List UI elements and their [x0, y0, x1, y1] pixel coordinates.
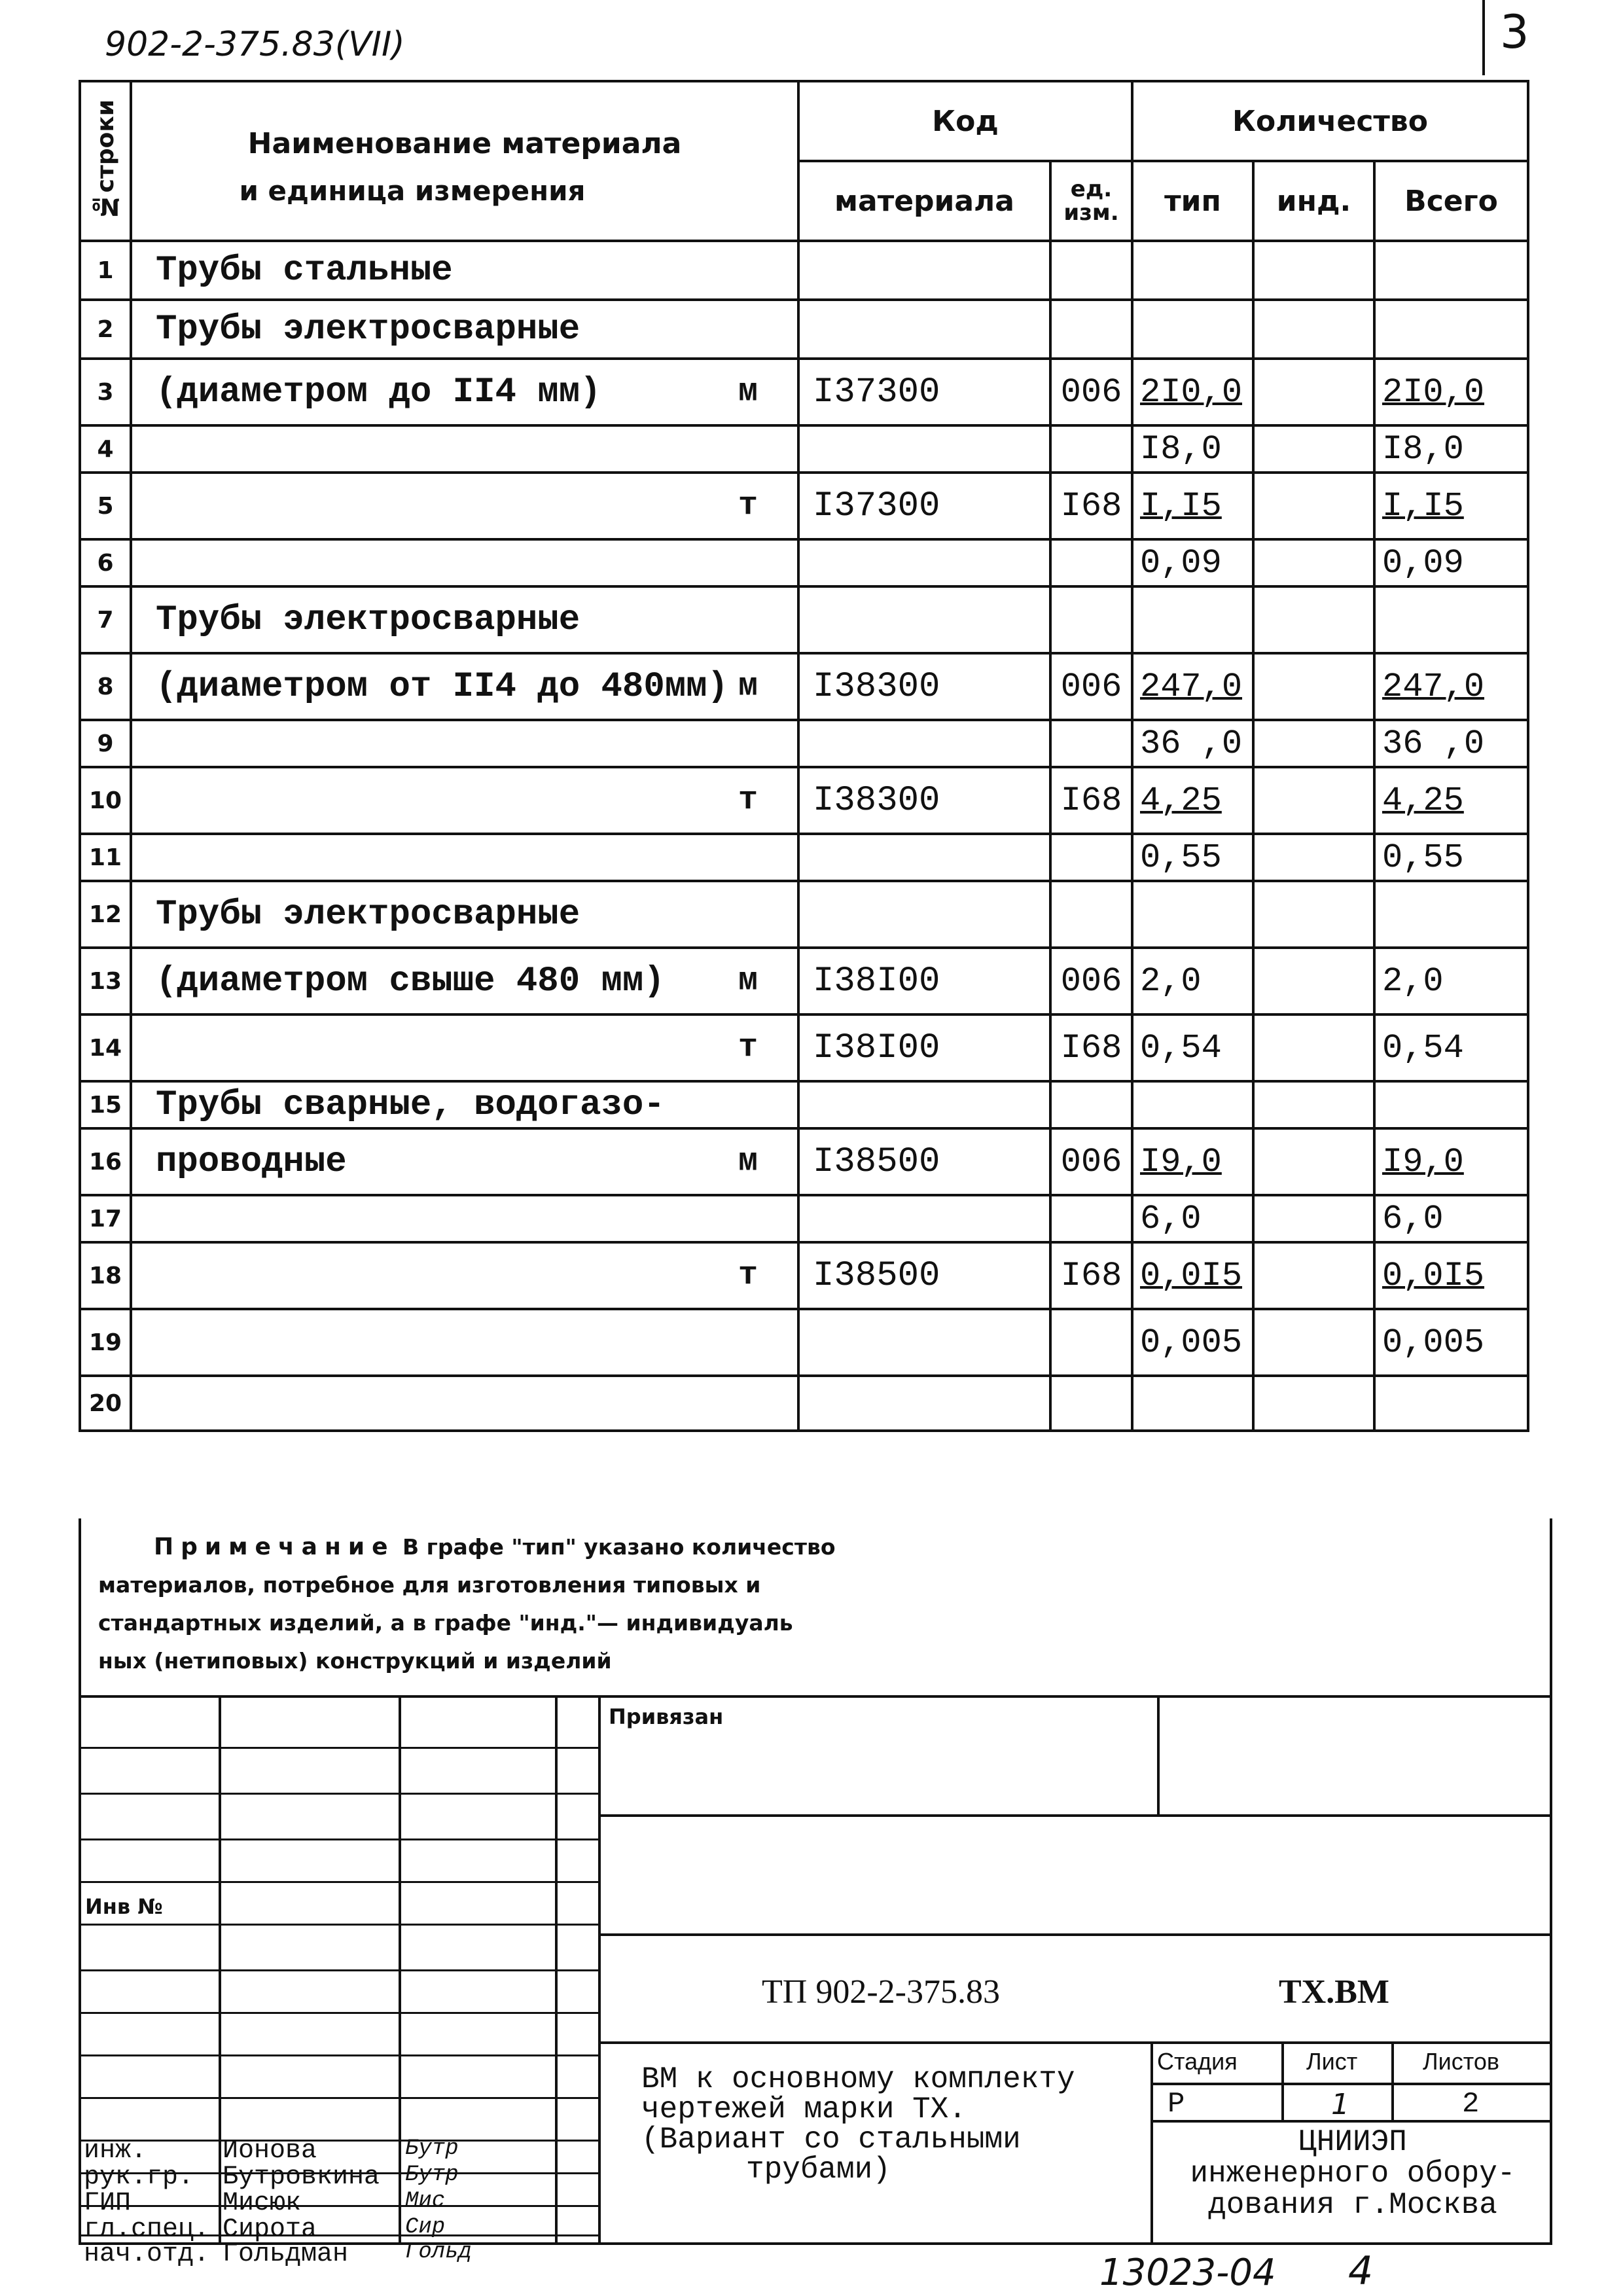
row-name-text: (диаметром от II4 до 480мм): [156, 666, 728, 707]
table-row: [80, 834, 1528, 881]
row-qty-total: [1374, 473, 1528, 539]
row-number: [80, 1242, 131, 1309]
row-qty-type: [1132, 834, 1253, 881]
row-qty-type-text: 2I0,0: [1140, 372, 1243, 412]
row-qty-ind: [1253, 1242, 1374, 1309]
table-row: [80, 1081, 1528, 1128]
row-qty-ind: [1253, 720, 1374, 767]
table-row: [80, 881, 1528, 948]
row-name: [131, 586, 798, 653]
row-qty-type-text: 0,0I5: [1140, 1256, 1243, 1295]
row-number-text: 10: [88, 787, 122, 814]
row-qty-total-text: 36 ,0: [1382, 724, 1485, 763]
row-qty-type: [1132, 720, 1253, 767]
row-number-text: 8: [97, 673, 114, 700]
row-qty-type-text: 0,55: [1140, 838, 1222, 877]
row-qty-total: [1374, 1081, 1528, 1128]
row-number-text: 18: [88, 1262, 122, 1289]
row-code: [798, 881, 1050, 948]
row-unit-letter: т: [738, 1257, 758, 1295]
table-row: [80, 1376, 1528, 1431]
row-code: [798, 1128, 1050, 1195]
org-line-1: ЦНИИЭП: [1298, 2125, 1407, 2159]
row-unit: [1050, 1014, 1132, 1081]
description-line-2: чертежей марки ТХ.: [641, 2092, 967, 2126]
row-unit: [1050, 359, 1132, 425]
row-qty-total: [1374, 1376, 1528, 1431]
row-qty-total: [1374, 359, 1528, 425]
row-number-text: 14: [88, 1034, 122, 1062]
signer-role: рук.гр.: [84, 2162, 194, 2192]
row-qty-total: [1374, 653, 1528, 720]
row-number: [80, 720, 131, 767]
row-qty-type: [1132, 653, 1253, 720]
row-number: [80, 473, 131, 539]
row-qty-total: [1374, 1014, 1528, 1081]
row-qty-total: [1374, 241, 1528, 300]
sheets-value: 2: [1462, 2088, 1480, 2121]
row-code: [798, 1014, 1050, 1081]
row-qty-total: [1374, 539, 1528, 586]
signer-name: Ионова: [223, 2136, 317, 2166]
description-line-1: ВМ к основному комплекту: [641, 2062, 1075, 2096]
table-row: [80, 1014, 1528, 1081]
row-number-text: 1: [97, 257, 114, 284]
row-qty-type: [1132, 1081, 1253, 1128]
row-qty-total-text: 2,0: [1382, 961, 1444, 1001]
row-qty-total-text: I9,0: [1382, 1142, 1464, 1181]
row-qty-ind: [1253, 948, 1374, 1014]
org-line-2: инженерного обору-: [1190, 2157, 1516, 2191]
project-code: ТП 902-2-375.83: [762, 1973, 1000, 2011]
row-name: [131, 720, 798, 767]
row-number-text: 3: [97, 378, 114, 406]
row-number-text: 2: [97, 315, 114, 343]
title-block: [79, 1695, 1552, 2269]
row-code: [798, 300, 1050, 359]
row-number-text: 13: [88, 967, 122, 995]
row-name: [131, 300, 798, 359]
row-code-text: I38500: [813, 1141, 940, 1182]
signer-name: Сирота: [223, 2215, 317, 2244]
row-qty-ind: [1253, 300, 1374, 359]
row-qty-type: [1132, 1128, 1253, 1195]
table-row: [80, 425, 1528, 473]
row-unit-letter: т: [738, 1029, 758, 1067]
row-qty-ind: [1253, 1081, 1374, 1128]
row-number-text: 20: [88, 1390, 122, 1417]
row-name: [131, 881, 798, 948]
privyazan-label: Привязан: [609, 1704, 724, 1729]
table-row: [80, 300, 1528, 359]
row-code-text: I38500: [813, 1255, 940, 1296]
row-qty-type-text: 0,54: [1140, 1028, 1222, 1067]
row-name: [131, 473, 798, 539]
row-number: [80, 586, 131, 653]
row-qty-type-text: I9,0: [1140, 1142, 1222, 1181]
header-row-no: №строки: [80, 81, 131, 241]
row-unit: [1050, 1376, 1132, 1431]
row-qty-total-text: 247,0: [1382, 667, 1485, 706]
row-qty-type: [1132, 539, 1253, 586]
row-qty-total: [1374, 1242, 1528, 1309]
row-qty-type: [1132, 881, 1253, 948]
row-code: [798, 1376, 1050, 1431]
stage-label: Стадия: [1157, 2048, 1238, 2075]
row-qty-ind: [1253, 359, 1374, 425]
row-name: [131, 425, 798, 473]
row-number: [80, 834, 131, 881]
signer-role: гл.спец.: [84, 2215, 210, 2244]
signer-role: ГИП: [84, 2189, 132, 2218]
row-code: [798, 425, 1050, 473]
row-qty-ind: [1253, 539, 1374, 586]
description-line-3: (Вариант со стальными: [641, 2123, 1021, 2157]
row-qty-type-text: 2,0: [1140, 961, 1202, 1001]
row-qty-ind: [1253, 586, 1374, 653]
note-line4: ных (нетиповых) конструкций и изделий: [98, 1648, 612, 1674]
row-unit-text: I68: [1060, 486, 1122, 526]
row-code: [798, 720, 1050, 767]
row-name-text: Трубы электросварные: [156, 894, 580, 935]
row-qty-type-text: I8,0: [1140, 429, 1222, 469]
row-number: [80, 1309, 131, 1376]
row-qty-total: [1374, 881, 1528, 948]
signature: Сир: [405, 2215, 446, 2240]
table-row: [80, 1195, 1528, 1242]
row-number: [80, 881, 131, 948]
row-unit-text: I68: [1060, 1256, 1122, 1295]
row-code: [798, 1242, 1050, 1309]
signer-name: Бутровкина: [223, 2162, 380, 2192]
row-qty-ind: [1253, 1376, 1374, 1431]
note-line2: материалов, потребное для изготовления типовых и: [98, 1572, 761, 1598]
signature: Мис: [405, 2189, 446, 2214]
row-code: [798, 1081, 1050, 1128]
sheet-label: Лист: [1306, 2048, 1358, 2075]
table-row: [80, 767, 1528, 834]
row-unit: [1050, 473, 1132, 539]
table-row: [80, 359, 1528, 425]
row-number-text: 16: [88, 1148, 122, 1175]
row-name-text: (диаметром свыше 480 мм): [156, 961, 665, 1001]
row-number: [80, 1376, 131, 1431]
table-row: [80, 241, 1528, 300]
stage-value: Р: [1168, 2088, 1185, 2121]
row-unit: [1050, 881, 1132, 948]
row-unit-letter: м: [738, 668, 758, 706]
row-qty-total: [1374, 767, 1528, 834]
table-row: [80, 720, 1528, 767]
footer-code: 13023-04: [1099, 2251, 1276, 2294]
row-qty-total: [1374, 1309, 1528, 1376]
inv-no-label: Инв №: [85, 1894, 163, 1919]
row-qty-ind: [1253, 881, 1374, 948]
description-line-4: трубами): [746, 2153, 891, 2187]
row-number: [80, 1195, 131, 1242]
row-qty-type-text: 4,25: [1140, 781, 1222, 820]
row-number: [80, 300, 131, 359]
row-unit-letter: т: [738, 781, 758, 819]
row-qty-ind: [1253, 1195, 1374, 1242]
row-unit: [1050, 539, 1132, 586]
row-unit: [1050, 300, 1132, 359]
header-code-unit: ед. изм.: [1050, 161, 1132, 241]
row-code-text: I37300: [813, 486, 940, 526]
row-unit-letter: т: [738, 487, 758, 525]
row-unit: [1050, 1195, 1132, 1242]
row-number: [80, 653, 131, 720]
note-line1: В графе "тип" указано количество: [402, 1534, 836, 1560]
table-row: [80, 653, 1528, 720]
row-code: [798, 653, 1050, 720]
row-number: [80, 1081, 131, 1128]
page-number-divider: [1482, 0, 1485, 75]
row-qty-total: [1374, 586, 1528, 653]
row-qty-type-text: 6,0: [1140, 1199, 1202, 1238]
row-name-text: Трубы электросварные: [156, 309, 580, 350]
row-unit: [1050, 948, 1132, 1014]
row-number-text: 6: [97, 549, 114, 577]
row-qty-ind: [1253, 473, 1374, 539]
row-qty-type: [1132, 473, 1253, 539]
header-name: Наименование материала и единица измерения: [131, 81, 798, 241]
row-name: [131, 539, 798, 586]
sheets-label: Листов: [1423, 2048, 1499, 2075]
row-unit: [1050, 425, 1132, 473]
row-qty-ind: [1253, 1128, 1374, 1195]
row-unit-text: 006: [1060, 372, 1122, 412]
row-qty-total: [1374, 425, 1528, 473]
row-qty-total-text: 0,55: [1382, 838, 1464, 877]
row-qty-total: [1374, 720, 1528, 767]
row-unit: [1050, 241, 1132, 300]
header-code: Код: [798, 81, 1132, 161]
row-qty-total: [1374, 1195, 1528, 1242]
row-code: [798, 586, 1050, 653]
row-unit: [1050, 720, 1132, 767]
signature: Бутр: [405, 2136, 459, 2161]
table-row: [80, 948, 1528, 1014]
row-qty-total-text: 0,54: [1382, 1028, 1464, 1067]
row-name: [131, 359, 798, 425]
row-number-text: 15: [88, 1091, 122, 1119]
row-qty-ind: [1253, 241, 1374, 300]
signer-name: Гольдман: [223, 2240, 349, 2269]
row-unit-text: 006: [1060, 1142, 1122, 1181]
row-number-text: 4: [97, 435, 114, 463]
row-unit: [1050, 586, 1132, 653]
row-number: [80, 1014, 131, 1081]
row-name: [131, 767, 798, 834]
table-row: [80, 586, 1528, 653]
note-line3: стандартных изделий, а в графе "инд."— индивидуаль: [98, 1610, 793, 1636]
header-q-type: тип: [1132, 161, 1253, 241]
row-unit: [1050, 1128, 1132, 1195]
row-code-text: I38300: [813, 666, 940, 707]
row-qty-ind: [1253, 767, 1374, 834]
row-name-text: Трубы стальные: [156, 250, 453, 291]
signer-role: инж.: [84, 2136, 147, 2166]
row-qty-type: [1132, 1014, 1253, 1081]
row-name: [131, 1376, 798, 1431]
row-qty-type: [1132, 300, 1253, 359]
row-qty-total-text: 0,0I5: [1382, 1256, 1485, 1295]
row-name: [131, 1128, 798, 1195]
row-unit: [1050, 834, 1132, 881]
row-code: [798, 473, 1050, 539]
header-quantity: Количество: [1132, 81, 1528, 161]
row-qty-total: [1374, 300, 1528, 359]
row-name: [131, 1195, 798, 1242]
row-code: [798, 1309, 1050, 1376]
row-number: [80, 948, 131, 1014]
row-number: [80, 425, 131, 473]
materials-table: [79, 80, 1529, 1432]
header-code-material: материала: [798, 161, 1050, 241]
row-number: [80, 241, 131, 300]
row-name-text: (диаметром до II4 мм): [156, 372, 601, 412]
row-unit-text: 006: [1060, 667, 1122, 706]
row-qty-type: [1132, 767, 1253, 834]
row-qty-ind: [1253, 653, 1374, 720]
row-qty-type-text: 247,0: [1140, 667, 1243, 706]
row-qty-ind: [1253, 1309, 1374, 1376]
note-frame-left: [79, 1518, 81, 1696]
row-code-text: I38I00: [813, 961, 940, 1001]
row-number: [80, 767, 131, 834]
table-row: [80, 539, 1528, 586]
row-qty-ind: [1253, 834, 1374, 881]
row-name: [131, 1081, 798, 1128]
footer-page: 4: [1348, 2248, 1374, 2294]
row-qty-total: [1374, 1128, 1528, 1195]
row-number-text: 7: [97, 606, 114, 634]
row-qty-type-text: 36 ,0: [1140, 724, 1243, 763]
row-name: [131, 948, 798, 1014]
row-unit-letter: м: [738, 962, 758, 1000]
row-qty-total-text: I8,0: [1382, 429, 1464, 469]
row-qty-type: [1132, 359, 1253, 425]
row-number-text: 5: [97, 492, 114, 520]
row-qty-type: [1132, 1309, 1253, 1376]
row-unit-letter: м: [738, 373, 758, 411]
row-qty-type: [1132, 948, 1253, 1014]
row-name: [131, 834, 798, 881]
description: [641, 2064, 1075, 2185]
row-code: [798, 1195, 1050, 1242]
row-qty-total: [1374, 948, 1528, 1014]
row-number-text: 9: [97, 730, 114, 757]
row-qty-type: [1132, 586, 1253, 653]
row-qty-total: [1374, 834, 1528, 881]
org-line-3: дования г.Москва: [1208, 2188, 1497, 2222]
row-name: [131, 1242, 798, 1309]
row-code: [798, 948, 1050, 1014]
table-row: [80, 1242, 1528, 1309]
signature: Гольд: [405, 2240, 473, 2265]
row-unit: [1050, 1242, 1132, 1309]
row-qty-total-text: 4,25: [1382, 781, 1464, 820]
page-number: 3: [1500, 5, 1529, 59]
row-qty-type-text: 0,09: [1140, 543, 1222, 583]
row-number-text: 17: [88, 1205, 122, 1232]
row-unit: [1050, 1309, 1132, 1376]
row-unit: [1050, 653, 1132, 720]
signature: Бутр: [405, 2162, 459, 2187]
row-code: [798, 834, 1050, 881]
row-code: [798, 539, 1050, 586]
row-qty-type: [1132, 425, 1253, 473]
note-frame-right: [1550, 1518, 1552, 1696]
row-qty-total-text: 0,09: [1382, 543, 1464, 583]
row-unit-letter: м: [738, 1143, 758, 1181]
table-row: [80, 473, 1528, 539]
row-qty-type: [1132, 1242, 1253, 1309]
header-q-total: Всего: [1374, 161, 1528, 241]
row-qty-total-text: 0,005: [1382, 1323, 1485, 1362]
row-qty-type: [1132, 241, 1253, 300]
row-name-text: Трубы сварные, водогазо-: [156, 1085, 665, 1125]
row-name-text: проводные: [156, 1141, 347, 1182]
row-code: [798, 767, 1050, 834]
row-qty-total-text: I,I5: [1382, 486, 1464, 526]
row-number-text: 11: [88, 844, 122, 871]
row-qty-total-text: 2I0,0: [1382, 372, 1485, 412]
row-unit: [1050, 1081, 1132, 1128]
row-name: [131, 241, 798, 300]
header-q-ind: инд.: [1253, 161, 1374, 241]
row-name: [131, 1309, 798, 1376]
row-name: [131, 653, 798, 720]
row-qty-ind: [1253, 1014, 1374, 1081]
row-unit-text: 006: [1060, 961, 1122, 1001]
row-number: [80, 539, 131, 586]
row-unit-text: I68: [1060, 1028, 1122, 1067]
signer-role: нач.отд.: [84, 2240, 210, 2269]
row-unit: [1050, 767, 1132, 834]
sheet-value: 1: [1331, 2088, 1349, 2121]
row-unit-text: I68: [1060, 781, 1122, 820]
row-qty-type: [1132, 1376, 1253, 1431]
row-number: [80, 1128, 131, 1195]
note: [98, 1528, 1472, 1680]
document-code: 902-2-375.83(VII): [105, 25, 405, 64]
row-code-text: I38300: [813, 780, 940, 821]
signer-name: Мисюк: [223, 2189, 302, 2218]
note-lead: Примечание: [154, 1534, 395, 1560]
row-name: [131, 1014, 798, 1081]
row-qty-ind: [1253, 425, 1374, 473]
row-number-text: 12: [88, 901, 122, 928]
row-qty-type: [1132, 1195, 1253, 1242]
drawing-mark: ТХ.ВМ: [1279, 1973, 1389, 2011]
row-number: [80, 359, 131, 425]
table-row: [80, 1128, 1528, 1195]
row-qty-type-text: 0,005: [1140, 1323, 1243, 1362]
organization: [1153, 2126, 1552, 2221]
row-code: [798, 359, 1050, 425]
row-code-text: I38I00: [813, 1028, 940, 1068]
row-qty-type-text: I,I5: [1140, 486, 1222, 526]
row-number-text: 19: [88, 1329, 122, 1356]
table-row: [80, 1309, 1528, 1376]
row-code: [798, 241, 1050, 300]
row-code-text: I37300: [813, 372, 940, 412]
row-name-text: Трубы электросварные: [156, 600, 580, 640]
row-qty-total-text: 6,0: [1382, 1199, 1444, 1238]
